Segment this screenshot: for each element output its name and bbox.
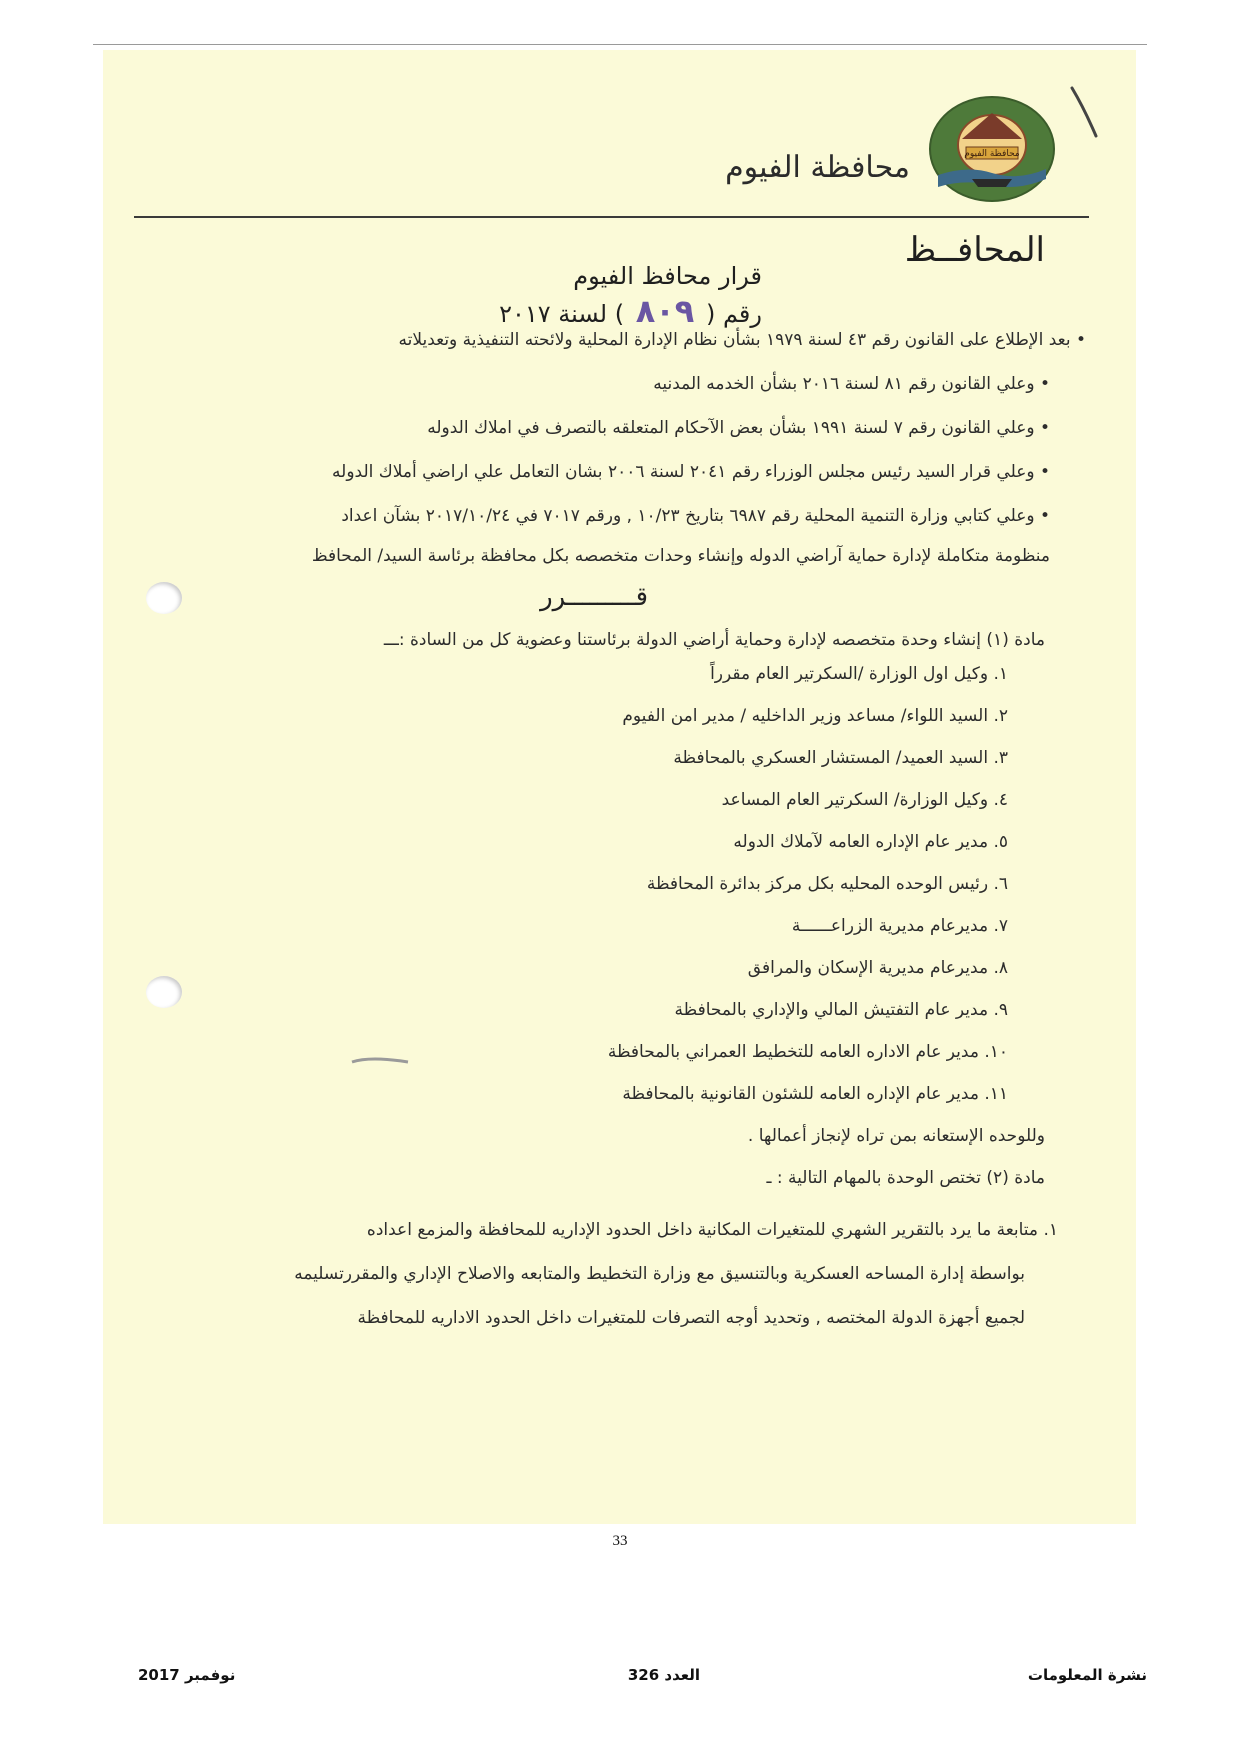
decision-number-prefix: رقم ( [705, 300, 762, 328]
decree-word: قـــــــــرر [540, 582, 648, 612]
scan-smudge [350, 1054, 410, 1068]
preamble-line: • بعد الإطلاع على القانون رقم ٤٣ لسنة ١٩٧٩ بشأن نظام الإدارة المحلية ولائحته التنفيذية وتعديلاته [398, 330, 1086, 350]
page-number: 33 [612, 1533, 628, 1549]
decision-title: قرار محافظ الفيوم [573, 262, 762, 290]
article2-heading: مادة (٢) تختص الوحدة بالمهام التالية : ـ [766, 1168, 1045, 1188]
member-item: ٨. مديرعام مديرية الإسكان والمرافق [747, 958, 1008, 978]
punch-hole [146, 976, 182, 1008]
member-item: ٩. مدير عام التفتيش المالي والإداري بالمحافظة [674, 1000, 1008, 1020]
member-item: ٥. مدير عام الإداره العامه لآملاك الدوله [733, 832, 1008, 852]
decision-number-handwritten: ٨٠٩ [635, 292, 695, 330]
member-item: ١١. مدير عام الإداره العامه للشئون القانونية بالمحافظة [622, 1084, 1008, 1104]
governorate-logo [928, 95, 1056, 203]
member-item: ٧. مديرعام مديرية الزراعــــــة [791, 916, 1008, 936]
header-rule [134, 216, 1089, 218]
preamble-line: منظومة متكاملة لإدارة حماية آراضي الدوله وإنشاء وحدات متخصصه بكل محافظة برئاسة السيد/ المحافظ [311, 546, 1050, 566]
task-line: ١. متابعة ما يرد بالتقرير الشهري للمتغيرات المكانية داخل الحدود الإداريه للمحافظة والمزمع اعداده [366, 1220, 1058, 1240]
punch-hole [146, 582, 182, 614]
task-line: لجميع أجهزة الدولة المختصه , وتحديد أوجه التصرفات للمتغيرات داخل الحدود الاداريه للمحافظة [357, 1308, 1025, 1328]
member-item: ٢. السيد اللواء/ مساعد وزير الداخليه / مدير امن الفيوم [622, 706, 1008, 726]
handwritten-corner-mark [1066, 82, 1102, 142]
preamble-line: • وعلي القانون رقم ٨١ لسنة ٢٠١٦ بشأن الخدمه المدنيه [653, 374, 1050, 394]
footer-publication: نشرة المعلومات [1027, 1666, 1147, 1684]
office-title: المحافــظ [904, 230, 1045, 270]
member-item: ٤. وكيل الوزارة/ السكرتير العام المساعد [721, 790, 1008, 810]
task-line: بواسطة إدارة المساحه العسكرية وبالتنسيق مع وزارة التخطيط والمتابعه والاصلاح الإداري والمقررتسليمه [294, 1264, 1025, 1284]
logo-text: محافظة الفيوم [964, 149, 1020, 159]
footer-date: نوفمبر 2017 [138, 1666, 236, 1684]
preamble-line: • وعلي قرار السيد رئيس مجلس الوزراء رقم ٢٠٤١ لسنة ٢٠٠٦ بشان التعامل علي اراضي أملاك الدوله [332, 462, 1050, 482]
member-item: ١. وكيل اول الوزارة /السكرتير العام مقرراً [710, 664, 1008, 684]
member-item: ١٠. مدير عام الاداره العامه للتخطيط العمراني بالمحافظة [607, 1042, 1008, 1062]
footer-issue: العدد 326 [627, 1666, 700, 1684]
article1-heading: مادة (١) إنشاء وحدة متخصصه لإدارة وحماية أراضي الدولة برئاستنا وعضوية كل من السادة :ـــ [383, 630, 1045, 650]
member-item: ٣. السيد العميد/ المستشار العسكري بالمحافظة [673, 748, 1008, 768]
decision-number-suffix: ) لسنة ٢٠١٧ [499, 300, 625, 328]
preamble-line: • وعلي القانون رقم ٧ لسنة ١٩٩١ بشأن بعض الآحكام المتعلقه بالتصرف في املاك الدوله [427, 418, 1050, 438]
article1-closing: وللوحده الإستعانه بمن تراه لإنجاز أعمالها . [747, 1126, 1045, 1146]
top-rule [93, 44, 1147, 45]
governorate-name: محافظة الفيوم [725, 150, 910, 185]
preamble-line: • وعلي كتابي وزارة التنمية المحلية رقم ٦٩٨٧ بتاريخ ١٠/٢٣ , ورقم ٧٠١٧ في ٢٠١٧/١٠/٢٤ بشآن اعداد [341, 506, 1050, 526]
member-item: ٦. رئيس الوحده المحليه بكل مركز بدائرة المحافظة [646, 874, 1008, 894]
decision-number [499, 292, 762, 330]
